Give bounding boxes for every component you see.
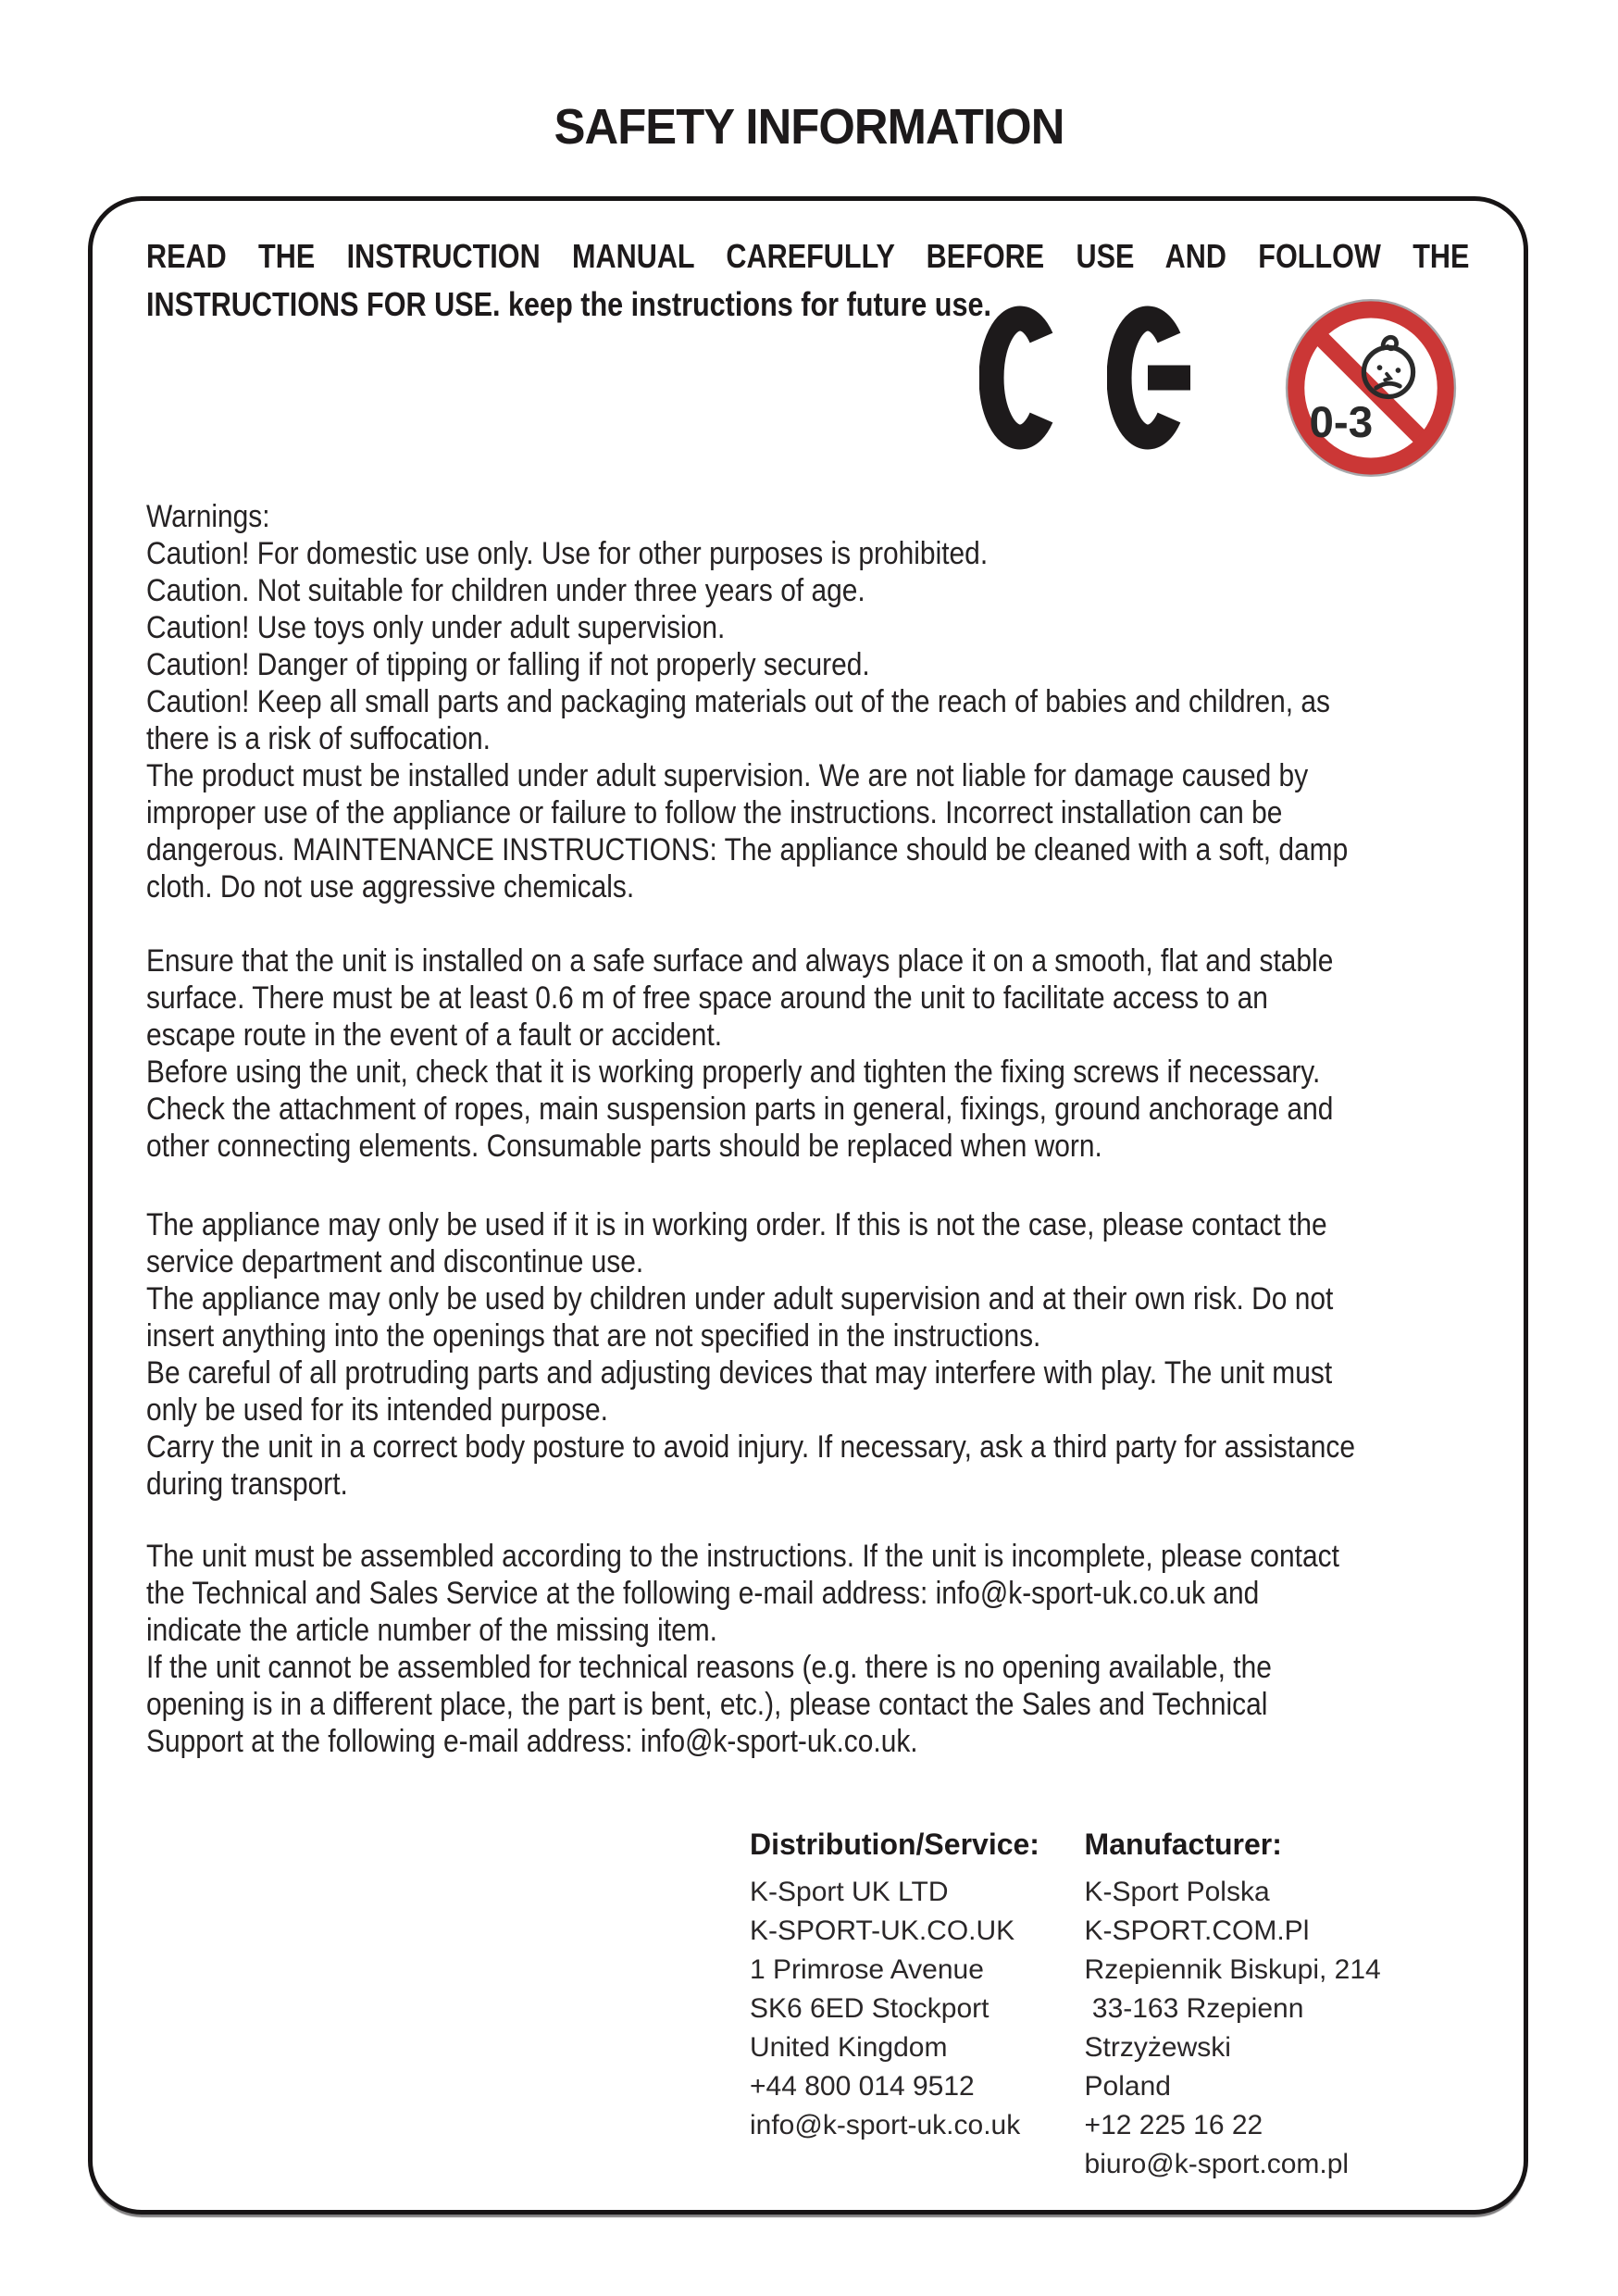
paragraph [146,1206,1470,1503]
no-children-0-3-icon [1283,296,1459,480]
paragraph-line: Be careful of all protruding parts and adjusting devices that may interfere with play. The unit must [146,1355,1333,1391]
paragraph-line: Warnings: [146,499,270,534]
manufacturer-title: Manufacturer: [1084,1828,1282,1861]
paragraph-line: only be used for its intended purpose. [146,1392,609,1428]
paragraph-line: Carry the unit in a correct body posture to avoid injury. If necessary, ask a third party for assistance [146,1429,1356,1465]
contact-line: 1 Primrose Avenue [750,1954,984,1985]
contact-line: K-Sport Polska [1084,1877,1270,1907]
paragraphs [146,498,1470,1760]
paragraph [146,1538,1470,1760]
ce-mark-c-icon [979,305,1061,451]
paragraph [146,942,1470,1165]
paragraph-line: indicate the article number of the missing item. [146,1613,717,1648]
paragraph-line: during transport. [146,1466,348,1502]
notice-header-line1: READ THE INSTRUCTION MANUAL CAREFULLY BEFORE USE AND FOLLOW THE [146,237,1470,275]
paragraph-line: insert anything into the openings that are not specified in the instructions. [146,1318,1041,1354]
contact-col-manufacturer [1085,1825,1470,2184]
paragraph-line: dangerous. MAINTENANCE INSTRUCTIONS: The appliance should be cleaned with a soft, damp [146,832,1349,867]
contact-section [750,1825,1470,2184]
paragraph-line: opening is in a different place, the part is bent, etc.), please contact the Sales and Technical [146,1687,1268,1722]
contact-line: +44 800 014 9512 [750,2071,975,2102]
paragraph-line: If the unit cannot be assembled for technical reasons (e.g. there is no opening available, the [146,1650,1272,1685]
ce-mark-e-icon [1107,305,1192,451]
contact-line: +12 225 16 22 [1084,2110,1263,2140]
paragraph-line: there is a risk of suffocation. [146,721,491,756]
contact-line: K-SPORT-UK.CO.UK [750,1915,1015,1946]
contact-line: K-Sport UK LTD [750,1877,949,1907]
notice-header [146,232,1470,329]
age-range-label: 0-3 [1309,398,1374,448]
paragraph-line: surface. There must be at least 0.6 m of free space around the unit to facilitate access to an [146,980,1268,1016]
contact-line: SK6 6ED Stockport [750,1993,989,2024]
paragraph-line: escape route in the event of a fault or accident. [146,1017,723,1053]
paragraph-line: Check the attachment of ropes, main suspension parts in general, fixings, ground anchorage and [146,1092,1334,1127]
contact-line: Rzepiennik Biskupi, 214 [1084,1954,1381,1985]
safety-notice-box [88,196,1528,2215]
contact-line: K-SPORT.COM.Pl [1084,1915,1310,1946]
paragraph-line: The product must be installed under adult supervision. We are not liable for damage caused by [146,758,1309,793]
paragraph-line: Ensure that the unit is installed on a safe surface and always place it on a smooth, flat and stable [146,943,1334,979]
paragraph-line: Caution! For domestic use only. Use for other purposes is prohibited. [146,536,989,571]
ce-c-stroke [991,318,1041,437]
paragraph-line: The appliance may only be used by children under adult supervision and at their own risk. Do not [146,1281,1334,1316]
paragraph [146,498,1470,905]
paragraph-line: Caution! Use toys only under adult supervision. [146,610,726,645]
paragraph-line: other connecting elements. Consumable parts should be replaced when worn. [146,1129,1102,1164]
contact-line: Poland [1084,2071,1171,2102]
paragraph-line: the Technical and Sales Service at the following e-mail address: info@k-sport-uk.co.uk and [146,1576,1260,1611]
paragraph-line: Before using the unit, check that it is working properly and tighten the fixing screws if necessary. [146,1054,1321,1090]
paragraph-line: Caution! Danger of tipping or falling if not properly secured. [146,647,870,682]
paragraph-line: Support at the following e-mail address: info@k-sport-uk.co.uk. [146,1724,918,1759]
notice-header-line2: INSTRUCTIONS FOR USE. keep the instructions for future use. [146,285,992,323]
distribution-title: Distribution/Service: [750,1828,1039,1861]
contact-line: biuro@k-sport.com.pl [1084,2149,1350,2179]
paragraph-line: Caution! Keep all small parts and packaging materials out of the reach of babies and children, as [146,684,1331,719]
paragraph-line: service department and discontinue use. [146,1244,644,1279]
contact-col-distribution [750,1825,1085,2184]
paragraph-line: cloth. Do not use aggressive chemicals. [146,869,635,905]
contact-line: 33-163 Rzepienn Strzyżewski [1084,1993,1327,2063]
contact-line: United Kingdom [750,2032,948,2063]
paragraph-line: The appliance may only be used if it is in working order. If this is not the case, please contact the [146,1207,1327,1242]
paragraph-line: improper use of the appliance or failure to follow the instructions. Incorrect installation can be [146,795,1283,830]
paragraph-line: Caution. Not suitable for children under three years of age. [146,573,865,608]
contact-line: info@k-sport-uk.co.uk [750,2110,1021,2140]
page-title: SAFETY INFORMATION [554,99,1064,155]
paragraph-line: The unit must be assembled according to the instructions. If the unit is incomplete, please contact [146,1539,1339,1574]
